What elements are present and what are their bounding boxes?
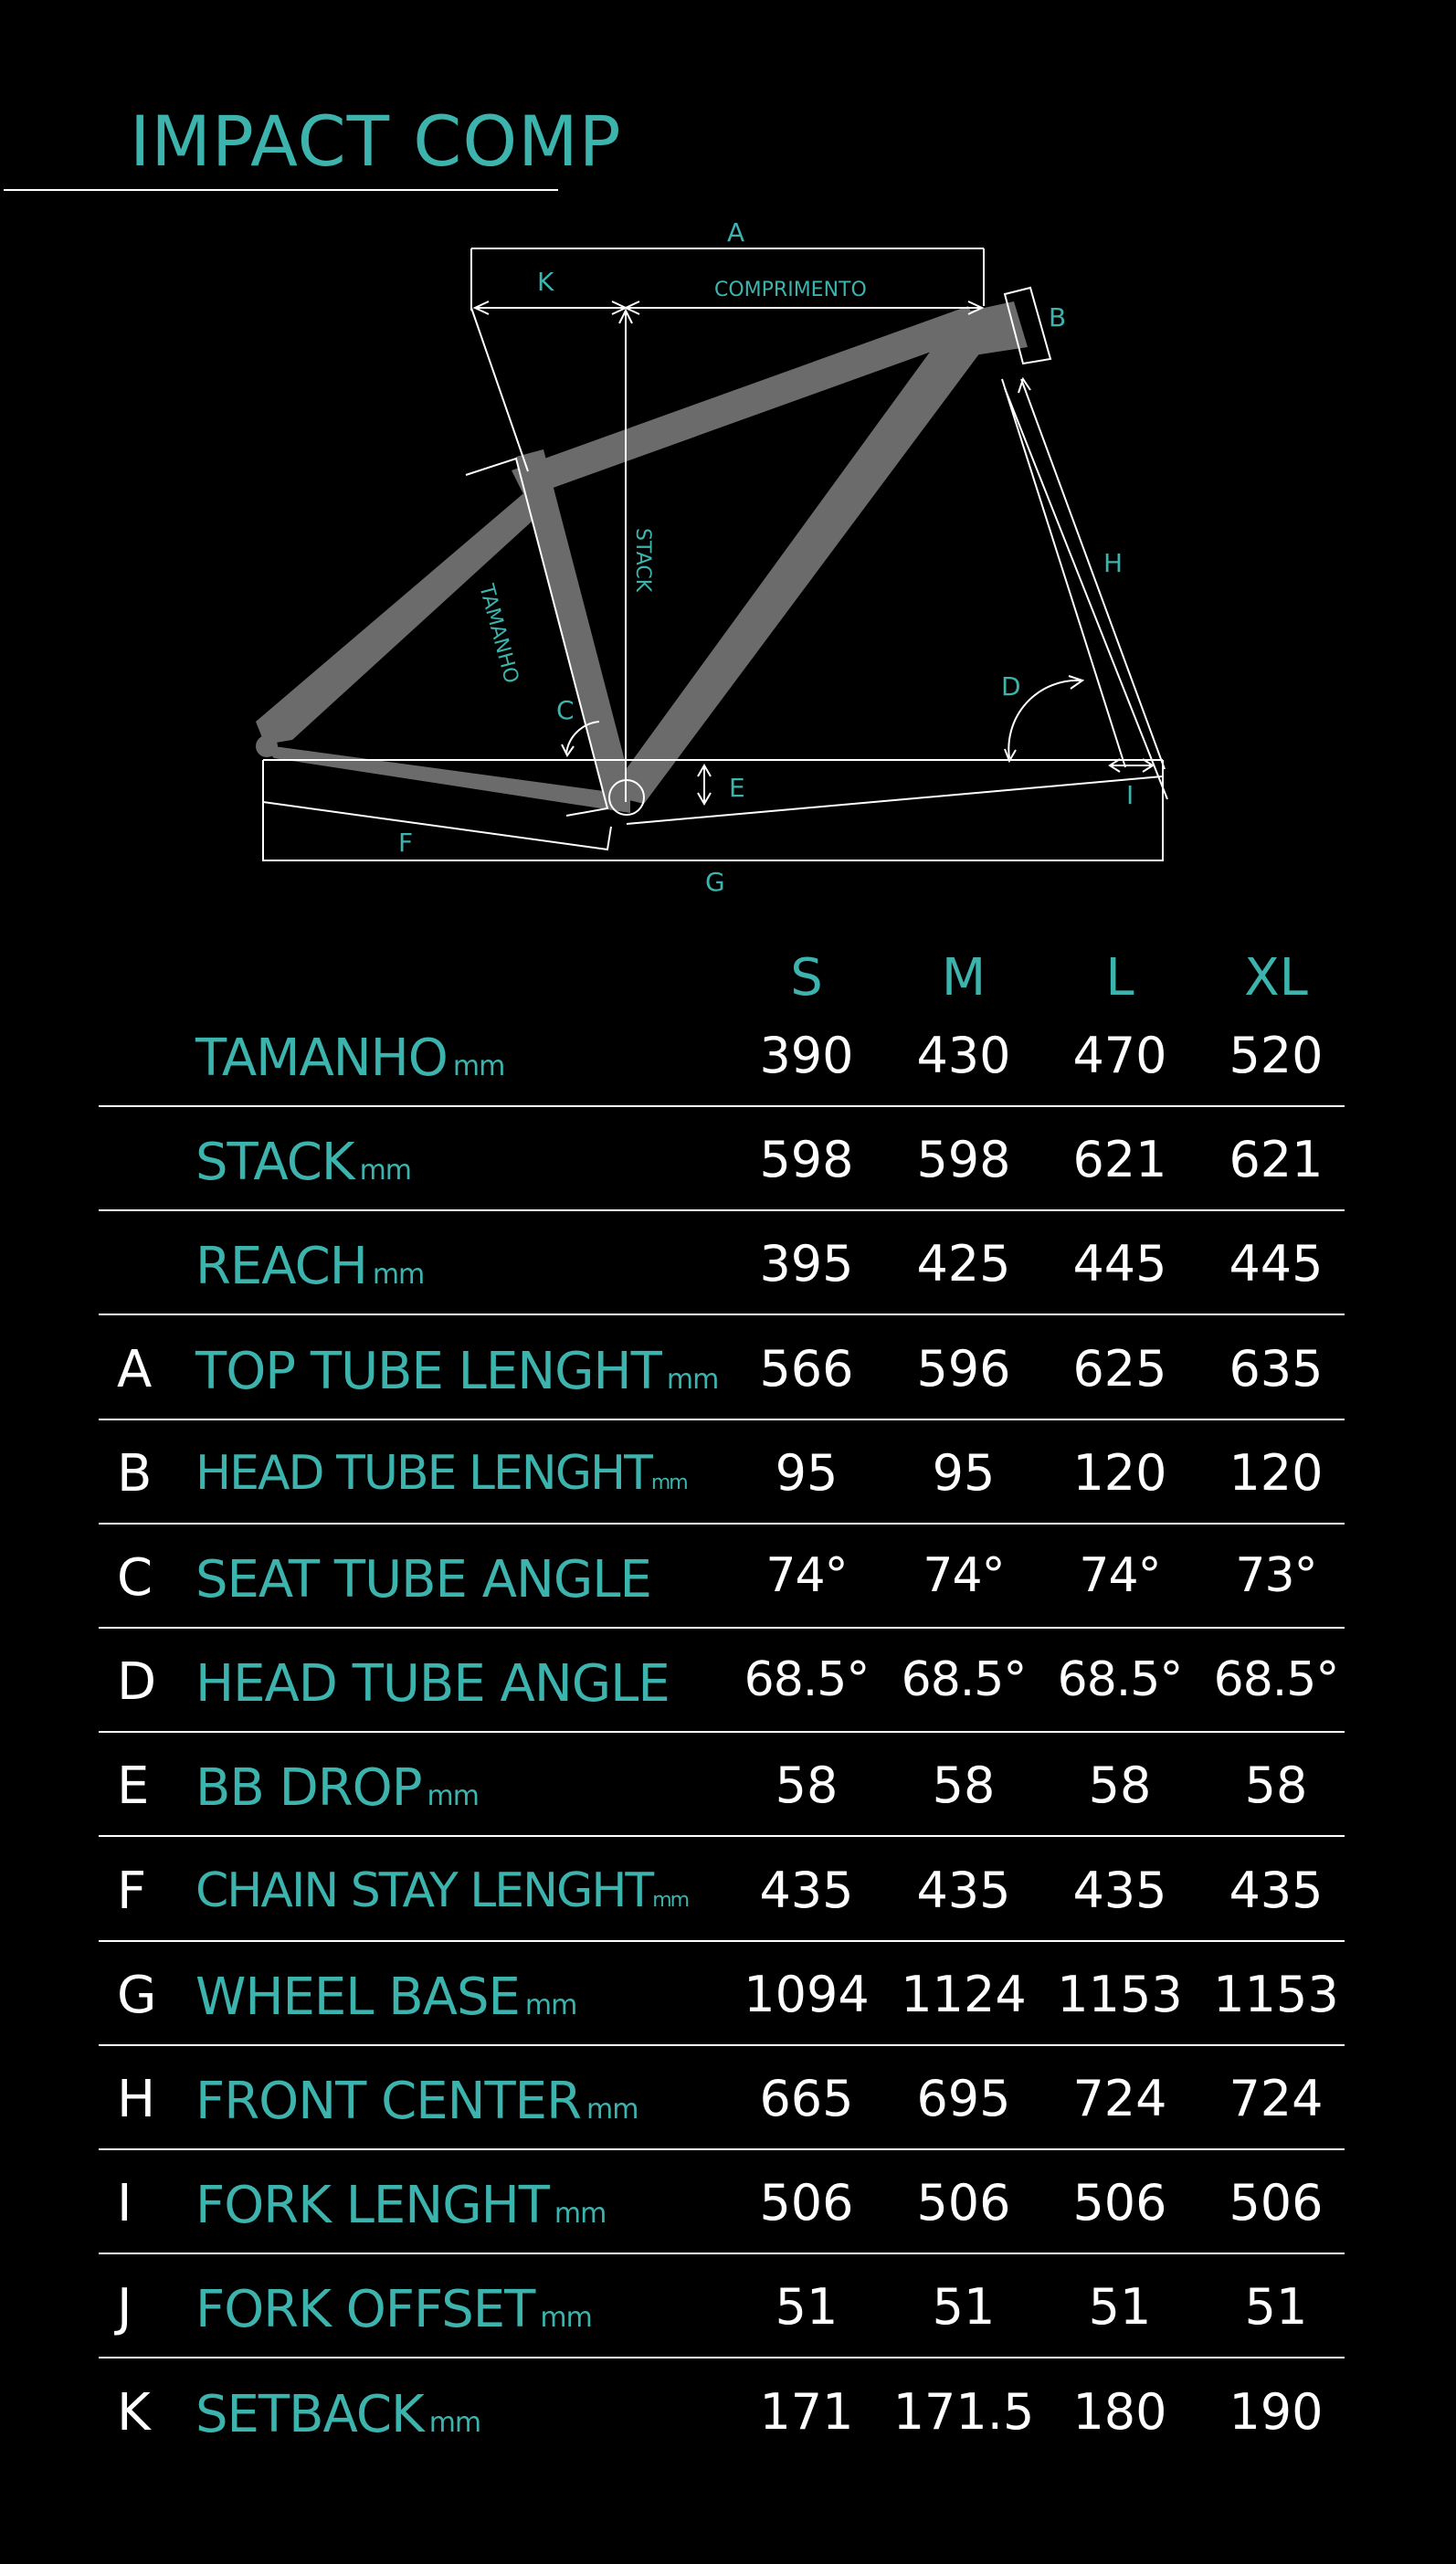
size-header-xl: XL (1244, 948, 1308, 1008)
row-label-text: TAMANHO (195, 1029, 448, 1088)
row-unit: mm (372, 1259, 425, 1292)
row-unit: mm (452, 1050, 505, 1082)
table-cell: 120 (1229, 1443, 1324, 1502)
table-cell: 58 (1088, 1757, 1152, 1815)
title-underline (4, 189, 558, 191)
table-row (99, 1733, 1345, 1837)
row-letter: K (117, 2382, 151, 2443)
table-row (99, 2254, 1345, 2358)
table-row (99, 1211, 1345, 1315)
table-cell: 1153 (1057, 1965, 1183, 2023)
table-cell: 435 (916, 1861, 1011, 1919)
row-label-text: TOP TUBE LENGHT (195, 1341, 661, 1401)
table-cell: 435 (1229, 1861, 1324, 1919)
table-cell: 58 (775, 1757, 839, 1815)
table-row (99, 2150, 1345, 2254)
row-letter: D (117, 1652, 157, 1713)
row-label-text: STACK (195, 1133, 354, 1193)
table-row (99, 2359, 1345, 2464)
table-cell: 506 (759, 2174, 854, 2232)
row-label-text: REACH (195, 1237, 367, 1297)
table-cell: 506 (1072, 2174, 1167, 2232)
table-cell: 68.5° (1057, 1652, 1183, 1708)
label-stack: STACK (631, 528, 654, 593)
table-row (99, 1420, 1345, 1525)
row-label (195, 2385, 480, 2444)
table-cell: 435 (1072, 1861, 1167, 1919)
table-cell: 435 (759, 1861, 854, 1919)
table-row (99, 1629, 1345, 1733)
table-cell: 95 (775, 1443, 839, 1502)
row-label-text: SEAT TUBE ANGLE (195, 1550, 651, 1609)
row-label (195, 1968, 576, 2027)
label-c: C (556, 695, 575, 725)
table-cell: 470 (1072, 1027, 1167, 1084)
table-cell: 596 (916, 1339, 1011, 1398)
table-row (99, 2046, 1345, 2150)
table-cell: 190 (1229, 2382, 1324, 2441)
table-cell: 390 (759, 1027, 854, 1084)
label-b: B (1049, 302, 1067, 332)
row-unit: mm (428, 2406, 481, 2439)
table-cell: 625 (1072, 1339, 1167, 1398)
table-cell: 51 (775, 2278, 839, 2337)
page-title: IMPACT COMP (130, 100, 622, 182)
table-row (99, 1316, 1345, 1420)
label-i: I (1126, 780, 1134, 810)
row-unit: mm (427, 1780, 479, 1813)
table-cell: 598 (916, 1131, 1011, 1189)
table-cell: 68.5° (744, 1652, 870, 1708)
table-cell: 598 (759, 1131, 854, 1189)
table-cell: 68.5° (1213, 1652, 1339, 1708)
table-cell: 68.5° (901, 1652, 1027, 1708)
row-unit: mm (554, 2198, 607, 2231)
row-label (195, 1550, 657, 1609)
label-d: D (1001, 671, 1021, 702)
table-row (99, 1003, 1345, 1107)
table-cell: 51 (1088, 2278, 1152, 2337)
row-unit: mm (652, 1888, 689, 1912)
table-cell: 445 (1229, 1235, 1324, 1293)
row-letter: H (117, 2070, 156, 2129)
label-h: H (1103, 548, 1124, 578)
row-unit: mm (540, 2302, 592, 2335)
table-cell: 665 (759, 2070, 854, 2127)
row-letter: J (117, 2278, 132, 2338)
row-label (195, 1237, 424, 1296)
row-unit: mm (586, 2094, 638, 2126)
row-label-text: WHEEL BASE (195, 1967, 520, 2027)
table-cell: 445 (1072, 1235, 1167, 1293)
table-cell: 425 (916, 1235, 1011, 1293)
label-a: A (727, 217, 745, 248)
table-cell: 635 (1229, 1339, 1324, 1398)
row-label (195, 2072, 638, 2131)
row-label (195, 1758, 479, 1818)
table-cell: 430 (916, 1027, 1011, 1084)
table-cell: 506 (916, 2174, 1011, 2232)
row-unit: mm (666, 1363, 719, 1396)
row-letter: A (117, 1339, 153, 1399)
row-label (195, 1342, 718, 1401)
row-label-text: FORK OFFSET (195, 2280, 535, 2340)
table-cell: 51 (932, 2278, 996, 2337)
row-label (195, 1446, 687, 1501)
row-label-text: HEAD TUBE LENGHT (195, 1445, 651, 1501)
row-label-text: CHAIN STAY LENGHT (195, 1862, 653, 1918)
row-label (195, 1133, 411, 1192)
label-k: K (537, 267, 554, 297)
row-unit: mm (359, 1155, 412, 1187)
table-cell: 1094 (744, 1965, 870, 2023)
row-letter: E (117, 1757, 150, 1817)
table-row (99, 1838, 1345, 1942)
row-label-text: SETBACK (195, 2384, 424, 2444)
table-cell: 724 (1072, 2070, 1167, 2127)
row-label-text: HEAD TUBE ANGLE (195, 1654, 670, 1715)
table-cell: 695 (916, 2070, 1011, 2127)
table-row (99, 1942, 1345, 2046)
table-cell: 73° (1235, 1548, 1317, 1603)
size-header-m: M (941, 948, 986, 1008)
row-label-text: FRONT CENTER (195, 2072, 581, 2131)
row-label (195, 1029, 504, 1088)
table-cell: 74° (923, 1548, 1005, 1603)
row-letter: G (117, 1965, 157, 2025)
row-unit: mm (650, 1471, 687, 1494)
label-f: F (398, 828, 414, 858)
row-letter: I (117, 2174, 132, 2234)
label-e: E (729, 773, 745, 803)
table-cell: 1153 (1213, 1965, 1339, 2023)
row-label (195, 2280, 592, 2339)
table-cell: 724 (1229, 2070, 1324, 2127)
row-label-text: FORK LENGHT (195, 2176, 549, 2236)
row-unit: mm (524, 1989, 577, 2021)
label-g: G (705, 867, 725, 897)
row-label (195, 1863, 688, 1918)
row-label (195, 2176, 606, 2235)
row-letter: F (117, 1861, 147, 1921)
table-cell: 74° (1079, 1548, 1161, 1603)
row-label (195, 1654, 675, 1714)
table-row (99, 1525, 1345, 1629)
table-cell: 171.5 (892, 2382, 1035, 2441)
row-label-text: BB DROP (195, 1758, 422, 1819)
table-cell: 95 (932, 1443, 996, 1502)
table-cell: 566 (759, 1339, 854, 1398)
table-cell: 74° (765, 1548, 848, 1603)
table-cell: 1124 (901, 1965, 1027, 2023)
frame-geometry-diagram (0, 210, 1456, 923)
table-cell: 171 (759, 2382, 854, 2441)
table-row (99, 1107, 1345, 1211)
row-letter: B (117, 1443, 153, 1504)
table-cell: 58 (932, 1757, 996, 1815)
table-cell: 520 (1229, 1027, 1324, 1084)
size-header-s: S (790, 948, 823, 1008)
label-comprimento: COMPRIMENTO (714, 279, 867, 301)
label-tamanho: TAMANHO (474, 582, 523, 686)
table-cell: 395 (759, 1235, 854, 1293)
table-cell: 180 (1072, 2382, 1167, 2441)
size-header-l: L (1105, 948, 1134, 1008)
table-cell: 58 (1244, 1757, 1308, 1815)
table-cell: 621 (1229, 1131, 1324, 1189)
table-cell: 621 (1072, 1131, 1167, 1189)
table-cell: 120 (1072, 1443, 1167, 1502)
table-cell: 506 (1229, 2174, 1324, 2232)
table-cell: 51 (1244, 2278, 1308, 2337)
row-letter: C (117, 1548, 153, 1608)
